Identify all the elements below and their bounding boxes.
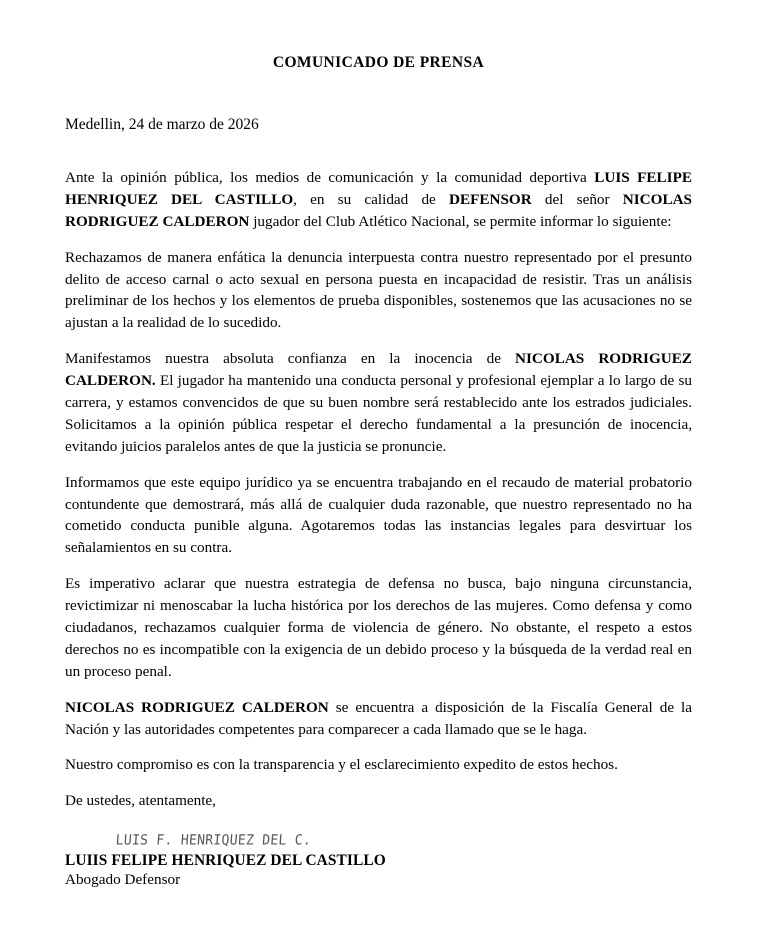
defender-role-bold: DEFENSOR	[449, 190, 532, 208]
client-name-bold-2: NICOLAS RODRIGUEZ CALDERON.	[65, 350, 693, 390]
client-name-bold: NICOLAS RODRIGUEZ CALDERON	[65, 190, 692, 230]
signer-name: LUIIS FELIPE HENRIQUEZ DEL CASTILLO	[65, 852, 386, 870]
paragraph-closing: De ustedes, atentamente,	[65, 792, 216, 810]
handwritten-signature: LUIS F. HENRIQUEZ DEL C.	[115, 833, 312, 850]
signature-block	[65, 812, 692, 890]
intro-text-2: , en su calidad de	[293, 190, 449, 208]
paragraph-availability	[65, 697, 692, 741]
paragraph-commitment: Nuestro compromiso es con la transparencia y el esclarecimiento expedito de estos hechos.	[65, 756, 618, 774]
defender-name-bold: LUIS FELIPE HENRIQUEZ DEL CASTILLO	[65, 168, 692, 208]
intro-text-1: Ante la opinión pública, los medios de comunicación y la comunidad deportiva	[65, 168, 595, 186]
availability-text: se encuentra a disposición de la Fiscalía General de la Nación y las autoridades competentes para comparecer a cada llamado que se le haga.	[65, 698, 692, 738]
confidence-text-1: Manifestamos nuestra absoluta confianza en la inocencia de	[65, 350, 516, 368]
client-name-bold-3: NICOLAS RODRIGUEZ CALDERON	[65, 698, 329, 716]
date-line: Medellin, 24 de marzo de 2026	[65, 115, 259, 133]
signer-role: Abogado Defensor	[65, 871, 181, 889]
page-title: COMUNICADO DE PRENSA	[272, 54, 485, 71]
paragraph-rejection: Rechazamos de manera enfática la denuncia interpuesta contra nuestro representado por el presunto delito de acceso carnal o acto sexual en persona puesta en incapacidad de resistir. Tras un análisis preliminar de los hechos y los elementos de prueba disponibles, sostenemos que las acusaciones no se ajustan a la realidad de lo sucedido.	[65, 248, 692, 332]
paragraph-womens-rights: Es imperativo aclarar que nuestra estrategia de defensa no busca, bajo ninguna circunstancia, revictimizar ni menoscabar la lucha histórica por los derechos de las mujeres. Como defensa y como ciudadanos, rechazamos cualquier forma de violencia de género. No obstante, el respeto a estos derechos no es incompatible con la exigencia de un debido proceso y la búsqueda de la verdad real en un proceso penal.	[65, 575, 692, 680]
paragraph-confidence	[65, 348, 692, 457]
paragraph-evidence: Informamos que este equipo jurídico ya se encuentra trabajando en el recaudo de material probatorio contundente que demostrará, más allá de cualquier duda razonable, que nuestro representado no ha cometido conducta punible alguna. Agotaremos todas las instancias legales para desvirtuar los señalamientos en su contra.	[65, 473, 692, 557]
intro-text-4: jugador del Club Atlético Nacional, se permite informar lo siguiente:	[249, 212, 672, 230]
document-body	[65, 134, 692, 812]
intro-text-3: del señor	[531, 190, 623, 208]
confidence-text-2: El jugador ha mantenido una conducta personal y profesional ejemplar a lo largo de su carrera, y estamos convencidos de que su buen nombre será restablecido ante los estrados judiciales. Solicitamos a la opinión pública respetar el derecho fundamental a la presunción de inocencia, evitando juicios paralelos antes de que la justicia se pronuncie.	[65, 372, 692, 455]
paragraph-intro	[65, 167, 692, 233]
